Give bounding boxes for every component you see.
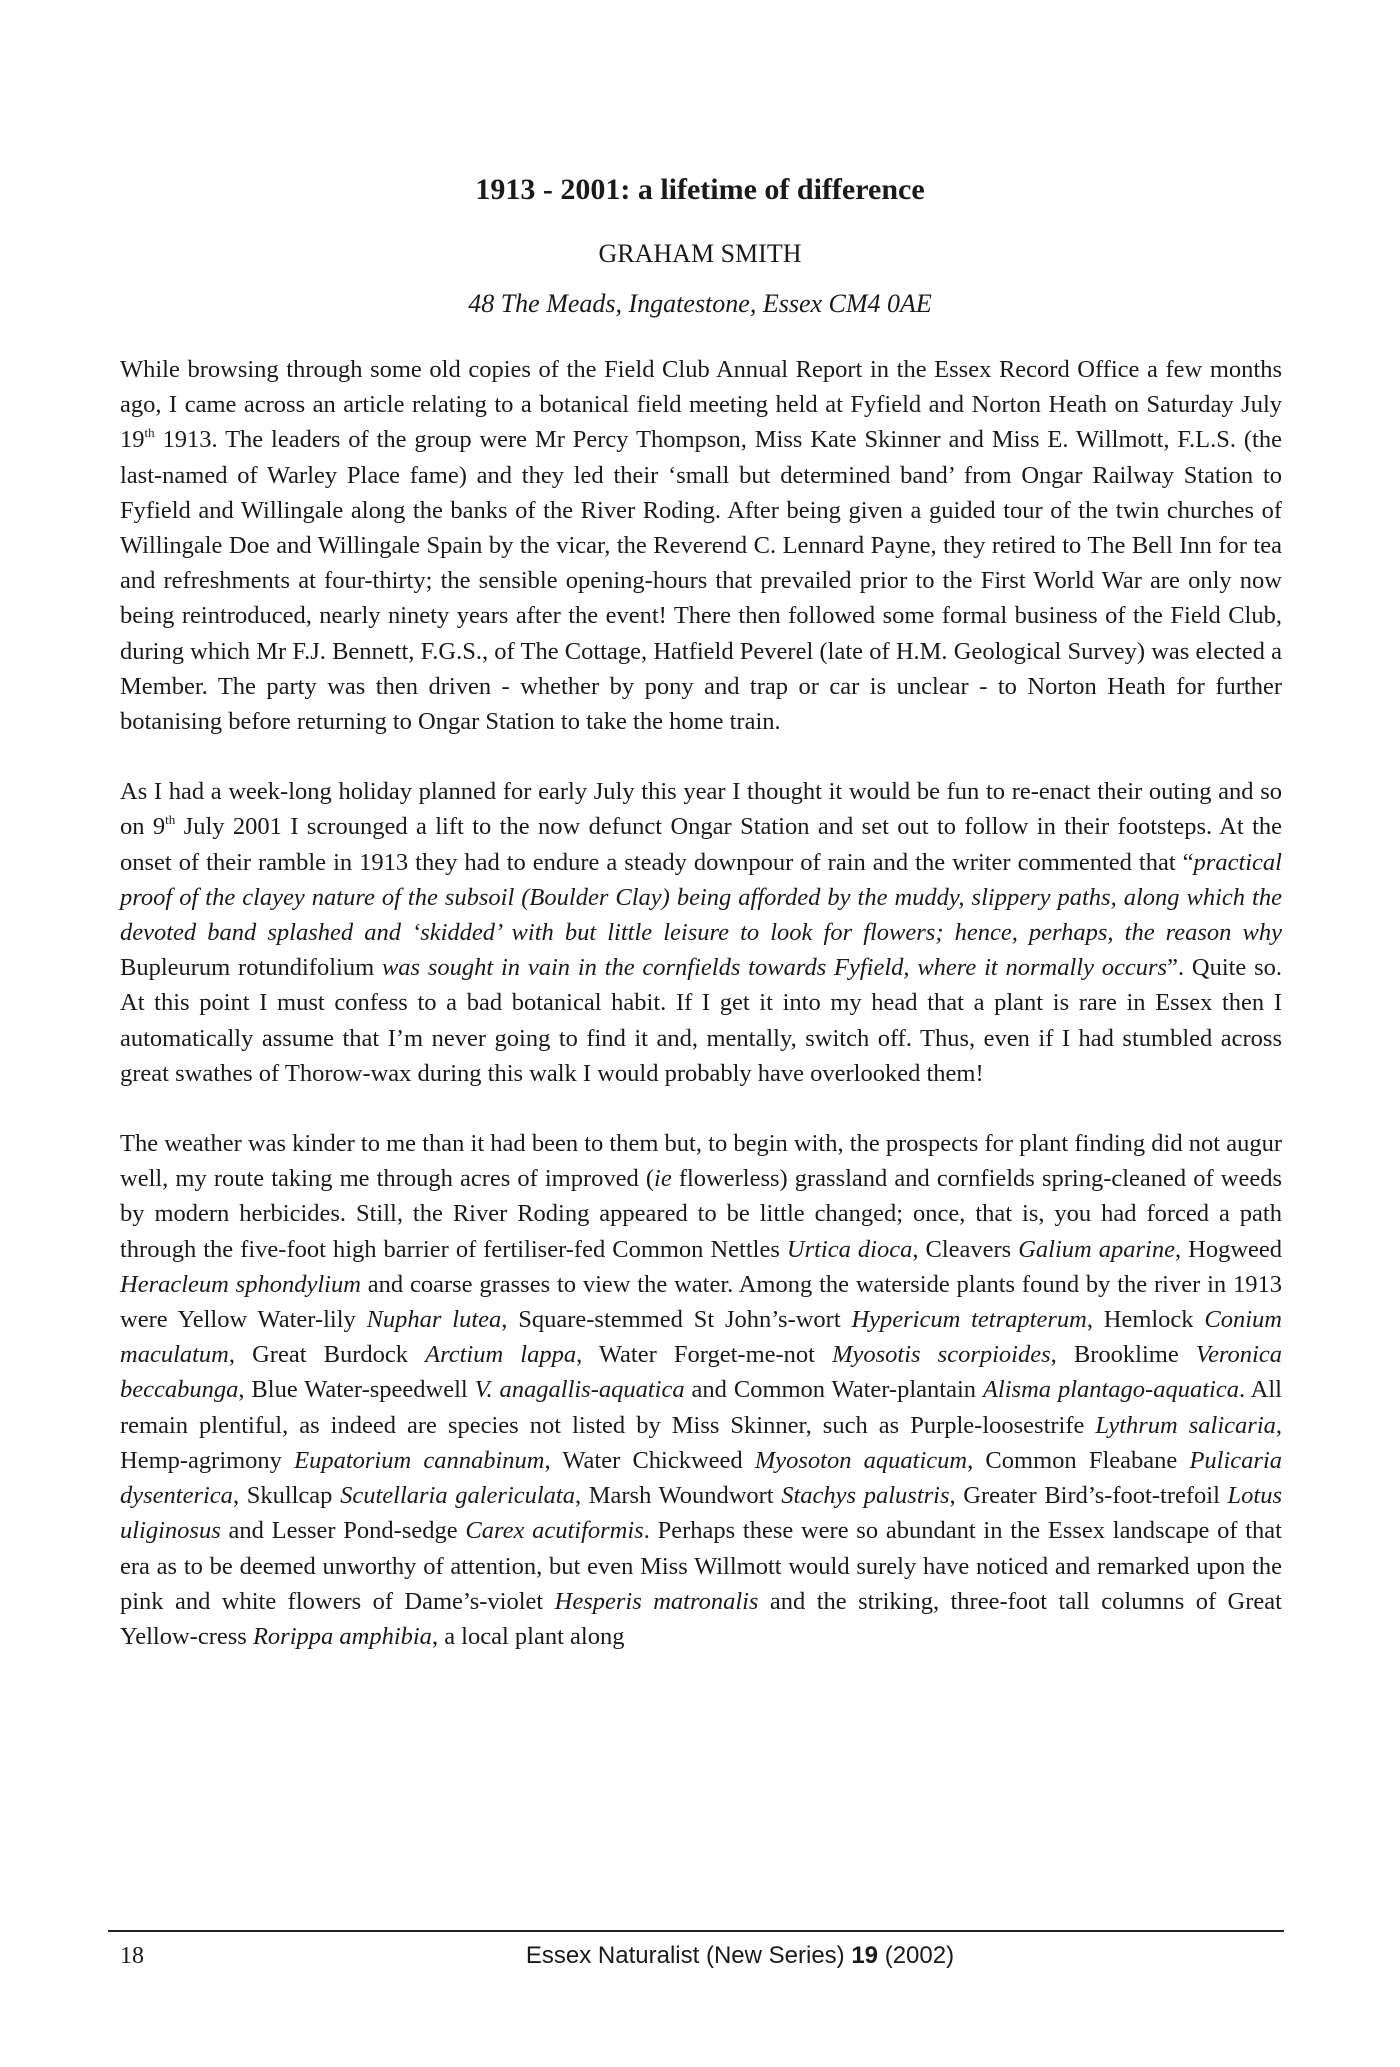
ordinal-suffix: th: [144, 425, 155, 441]
species-name: Galium aparine: [1018, 1235, 1175, 1263]
text-span: . All remain plentiful, as indeed are species not listed by Miss Skinner, such as Purple-loosestrife: [120, 1376, 1282, 1439]
species-name: Carex acutiformis: [465, 1517, 644, 1545]
text-span: flowerless) grassland and cornfields spring-cleaned of weeds by modern herbicides. Still, the River Roding appeared to be little changed; once, that is, you had forced a path through the five-foot high barrier of fertiliser-fed Common Nettles: [120, 1165, 1282, 1263]
quoted-italic-text: was sought in vain in the cornfields towards Fyfield, where it normally occurs: [381, 954, 1168, 982]
species-name: Hypericum tetrapterum: [851, 1306, 1087, 1334]
species-name: V. anagallis-aquatica: [474, 1376, 685, 1404]
author-address: 48 The Meads, Ingatestone, Essex CM4 0AE: [468, 289, 932, 318]
species-name: Myosotis scorpioides: [832, 1341, 1051, 1369]
text-span: , Blue Water-speedwell: [238, 1376, 475, 1404]
text-span: and Common Water-plantain: [684, 1376, 983, 1404]
text-span: . Perhaps these were so abundant in the Essex landscape of that era as to be deemed unworthy of attention, but even Miss Willmott would surely have noticed and remarked upon the pink and white flowers of Dame’s-violet: [120, 1517, 1282, 1615]
journal-name: Essex Naturalist (New Series): [525, 1942, 852, 1969]
italic-abbreviation: ie: [654, 1165, 672, 1193]
footer-divider: [108, 1930, 1284, 1932]
text-span: 1913. The leaders of the group were Mr Percy Thompson, Miss Kate Skinner and Miss E. Willmott, F.L.S. (the last-named of Warley Place fame) and they led their ‘small but determined band’ from Ongar Railway Station to Fyfield and Willingale along the banks of the River Roding. After being given a guided tour of the twin churches of Willingale Doe and Willingale Spain by the vicar, the Reverend C. Lennard Payne, they retired to The Bell Inn for tea and refreshments at four-thirty; the sensible opening-hours that prevailed prior to the First World War are only now being reintroduced, nearly ninety years after the event! There then followed some formal business of the Field Club, during which Mr F.J. Bennett, F.G.S., of The Cottage, Hatfield Peverel (late of H.M. Geological Survey) was elected a Member. The party was then driven - whether by pony and trap or car is unclear - to Norton Heath for further botanising before returning to Ongar Station to take the home train.: [120, 426, 1282, 736]
text-span: The weather was kinder to me than it had been to them but, to begin with, the prospects for plant finding did not augur well, my route taking me through acres of improved (: [120, 1130, 1282, 1193]
paragraph-3: [120, 1126, 1282, 1654]
text-span: While browsing through some old copies of the Field Club Annual Report in the Essex Record Office a few months ago, I came across an article relating to a botanical field meeting held at Fyfield and Norton Heath on Saturday July 19: [120, 356, 1282, 454]
text-span: , Common Fleabane: [967, 1446, 1190, 1474]
species-name: Lythrum salicaria: [1095, 1411, 1276, 1439]
text-span: , Greater Bird’s-foot-trefoil: [949, 1482, 1228, 1510]
text-span: , Great Burdock: [228, 1341, 426, 1369]
paragraph-1: [120, 352, 1282, 739]
paragraph-2: [120, 774, 1282, 1091]
species-name: Nuphar lutea: [366, 1306, 502, 1334]
article-author: GRAHAM SMITH: [598, 239, 802, 268]
text-span: July 2001 I scrounged a lift to the now defunct Ongar Station and set out to follow in their footsteps. At the onset of their ramble in 1913 they had to endure a steady downpour of rain and the writer commented that “: [120, 813, 1283, 876]
ordinal-suffix: th: [165, 812, 176, 828]
species-name: Rorippa amphibia: [252, 1622, 432, 1650]
text-span: , Hogweed: [1174, 1235, 1283, 1263]
text-span: and Lesser Pond-sedge: [220, 1517, 466, 1545]
text-span: As I had a week-long holiday planned for early July this year I thought it would be fun to re-enact their outing and so on 9: [120, 778, 1282, 841]
text-span: , Square-stemmed St John’s-wort: [501, 1306, 852, 1334]
species-name-roman: Bupleurum rotundifolium: [120, 954, 382, 982]
species-name: Alisma plantago-aquatica: [982, 1376, 1239, 1404]
species-name: Pulicaria dysenterica: [120, 1446, 1282, 1510]
text-span: , a local plant along: [431, 1622, 625, 1650]
text-span: , Hemlock: [1086, 1306, 1205, 1334]
quoted-italic-text: practical proof of the clayey nature of the subsoil (Boulder Clay) being afforded by the muddy, slippery paths, along which the devoted band splashed and ‘skidded’ with but little leisure to look for flowers; hence, perhaps, the reason why: [120, 848, 1282, 947]
species-name: Heracleum sphondylium: [120, 1270, 361, 1298]
text-span: , Hemp-agrimony: [120, 1411, 1282, 1474]
text-span: , Skullcap: [232, 1482, 341, 1510]
journal-citation: [460, 1940, 1020, 1972]
species-name: Urtica dioca: [786, 1235, 913, 1263]
text-span: , Water Chickweed: [544, 1446, 755, 1474]
text-span: ”. Quite so. At this point I must confess to a bad botanical habit. If I get it into my head that a plant is rare in Essex then I automatically assume that I’m never going to find it and, mentally, switch off. Thus, even if I had stumbled across great swathes of Thorow-wax during this walk I would probably have overlooked them!: [120, 954, 1283, 1087]
species-name: Conium maculatum: [120, 1306, 1282, 1369]
article-body: [120, 352, 1282, 1654]
text-span: and the striking, three-foot tall columns of Great Yellow-cress: [120, 1587, 1282, 1650]
text-span: , Marsh Woundwort: [574, 1482, 782, 1510]
species-name: Arctium lappa: [425, 1341, 577, 1369]
text-span: , Cleavers: [912, 1235, 1019, 1263]
journal-year: (2002): [878, 1942, 955, 1969]
text-span: , Water Forget-me-not: [576, 1341, 833, 1369]
species-name: Myosoton aquaticum: [754, 1446, 968, 1474]
species-name: Stachys palustris: [781, 1482, 950, 1510]
journal-volume: 19: [851, 1942, 879, 1969]
species-name: Lotus uliginosus: [120, 1482, 1282, 1545]
text-span: and coarse grasses to view the water. Among the waterside plants found by the river in 1913 were Yellow Water-lily: [120, 1270, 1282, 1334]
text-span: , Brooklime: [1050, 1341, 1196, 1369]
page-number: 18: [120, 1943, 144, 1969]
species-name: Scutellaria galericulata: [340, 1482, 575, 1510]
species-name: Hesperis matronalis: [554, 1587, 759, 1615]
species-name: Eupatorium cannabinum: [294, 1446, 545, 1474]
species-name: Veronica beccabunga: [120, 1341, 1282, 1404]
article-title: 1913 - 2001: a lifetime of difference: [475, 173, 925, 206]
